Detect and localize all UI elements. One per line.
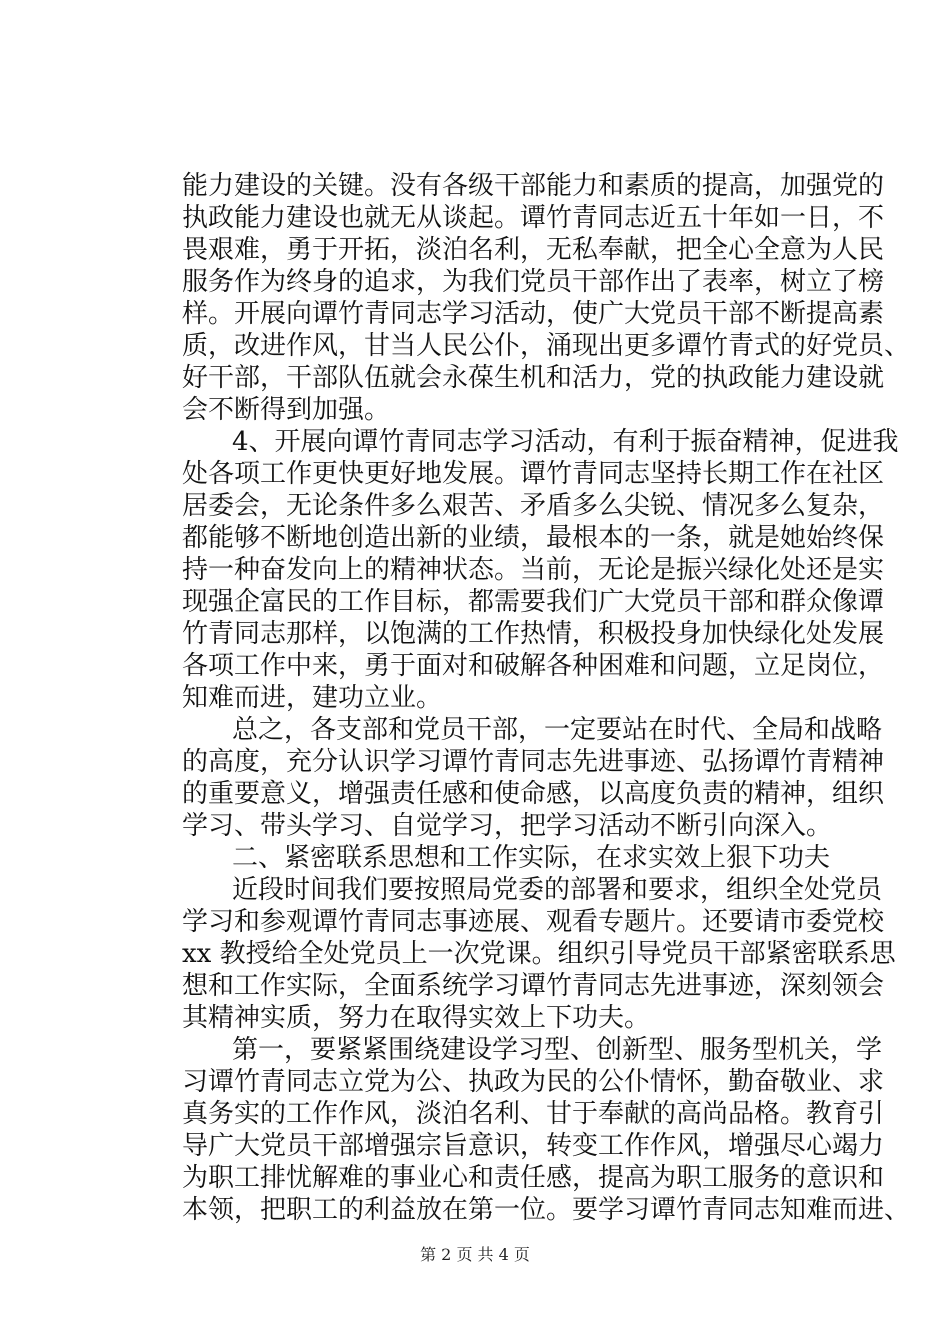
paragraph-line: 服务作为终身的追求，为我们党员干部作出了表率，树立了榜 <box>182 267 885 297</box>
paragraph-line: 真务实的工作作风，淡泊名利、甘于奉献的高尚品格。教育引 <box>182 1099 885 1129</box>
paragraph-line: 质，改进作风，甘当人民公仆，涌现出更多谭竹青式的好党员、 <box>182 331 911 361</box>
paragraph-line: 执政能力建设也就无从谈起。谭竹青同志近五十年如一日，不 <box>182 203 885 233</box>
paragraph-line: 的重要意义，增强责任感和使命感，以高度负责的精神，组织 <box>182 779 885 809</box>
paragraph-line: 学习和参观谭竹青同志事迹展、观看专题片。还要请市委党校 <box>182 907 885 937</box>
paragraph-line: 能力建设的关键。没有各级干部能力和素质的提高，加强党的 <box>182 171 885 201</box>
paragraph-line: 的高度，充分认识学习谭竹青同志先进事迹、弘扬谭竹青精神 <box>182 747 885 777</box>
paragraph-line: 持一种奋发向上的精神状态。当前，无论是振兴绿化处还是实 <box>182 555 885 585</box>
paragraph-line: 二、紧密联系思想和工作实际，在求实效上狠下功夫 <box>232 843 831 873</box>
paragraph-line: 居委会，无论条件多么艰苦、矛盾多么尖锐、情况多么复杂， <box>182 491 885 521</box>
paragraph-line: 都能够不断地创造出新的业绩，最根本的一条，就是她始终保 <box>182 523 885 553</box>
paragraph-line: 竹青同志那样，以饱满的工作热情，积极投身加快绿化处发展 <box>182 619 885 649</box>
paragraph-line: 想和工作实际，全面系统学习谭竹青同志先进事迹，深刻领会 <box>182 971 885 1001</box>
paragraph-line: 本领，把职工的利益放在第一位。要学习谭竹青同志知难而进、 <box>182 1195 911 1225</box>
paragraph-line: 4、开展向谭竹青同志学习活动，有利于振奋精神，促进我 <box>232 427 899 457</box>
paragraph-line: 学习、带头学习、自觉学习，把学习活动不断引向深入。 <box>182 811 833 841</box>
paragraph-line: 好干部，干部队伍就会永葆生机和活力，党的执政能力建设就 <box>182 363 885 393</box>
paragraph-line: 为职工排忧解难的事业心和责任感，提高为职工服务的意识和 <box>182 1163 885 1193</box>
paragraph-line: 会不断得到加强。 <box>182 395 391 425</box>
page-footer: 第 2 页 共 4 页 <box>420 1245 530 1264</box>
paragraph-line: 样。开展向谭竹青同志学习活动，使广大党员干部不断提高素 <box>182 299 885 329</box>
paragraph-line: xx 教授给全处党员上一次党课。组织引导党员干部紧密联系思 <box>182 939 896 969</box>
paragraph-line: 现强企富民的工作目标，都需要我们广大党员干部和群众像谭 <box>182 587 885 617</box>
paragraph-line: 第一，要紧紧围绕建设学习型、创新型、服务型机关，学 <box>232 1035 883 1065</box>
paragraph-line: 知难而进，建功立业。 <box>182 683 443 713</box>
paragraph-line: 总之，各支部和党员干部，一定要站在时代、全局和战略 <box>232 715 883 745</box>
paragraph-line: 畏艰难，勇于开拓，淡泊名利，无私奉献，把全心全意为人民 <box>182 235 885 265</box>
paragraph-line: 习谭竹青同志立党为公、执政为民的公仆情怀，勤奋敬业、求 <box>182 1067 885 1097</box>
paragraph-line: 导广大党员干部增强宗旨意识，转变工作作风，增强尽心竭力 <box>182 1131 885 1161</box>
paragraph-line: 处各项工作更快更好地发展。谭竹青同志坚持长期工作在社区 <box>182 459 885 489</box>
paragraph-line: 各项工作中来，勇于面对和破解各种困难和问题，立足岗位， <box>182 651 885 681</box>
paragraph-line: 近段时间我们要按照局党委的部署和要求，组织全处党员 <box>232 875 883 905</box>
paragraph-line: 其精神实质，努力在取得实效上下功夫。 <box>182 1003 651 1033</box>
